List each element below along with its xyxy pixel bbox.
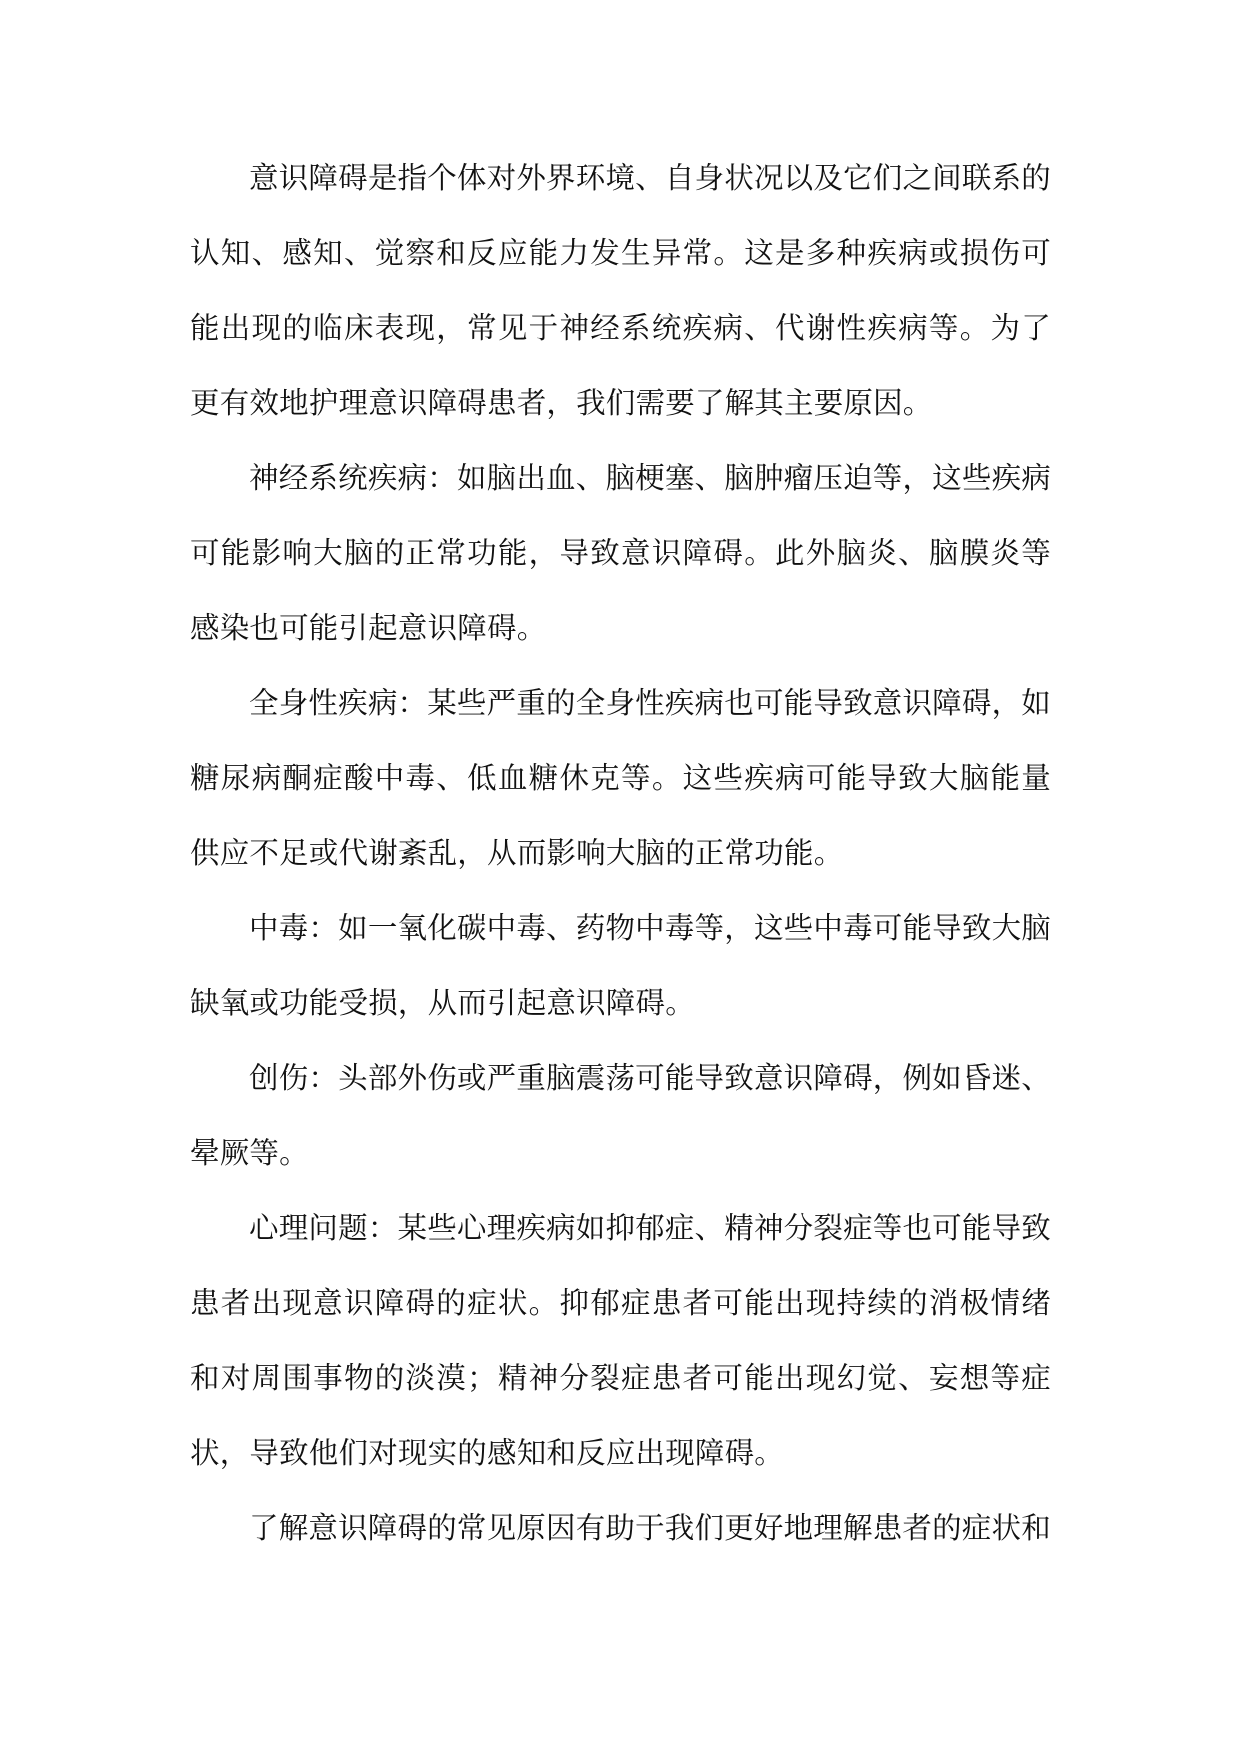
paragraph-intro: 意识障碍是指个体对外界环境、自身状况以及它们之间联系的认知、感知、觉察和反应能力发生异常。这是多种疾病或损伤可能出现的临床表现，常见于神经系统疾病、代谢性疾病等。为了更有效地护理意识障碍患者，我们需要了解其主要原因。 [190,161,1051,420]
paragraph-systemic-disease: 全身性疾病：某些严重的全身性疾病也可能导致意识障碍，如糖尿病酮症酸中毒、低血糖休克等。这些疾病可能导致大脑能量供应不足或代谢紊乱，从而影响大脑的正常功能。 [190,686,1051,870]
paragraph-nervous-system: 神经系统疾病：如脑出血、脑梗塞、脑肿瘤压迫等，这些疾病可能影响大脑的正常功能，导致意识障碍。此外脑炎、脑膜炎等感染也可能引起意识障碍。 [190,461,1051,645]
paragraph-trauma: 创伤：头部外伤或严重脑震荡可能导致意识障碍，例如昏迷、晕厥等。 [190,1061,1051,1170]
paragraph-poisoning: 中毒：如一氧化碳中毒、药物中毒等，这些中毒可能导致大脑缺氧或功能受损，从而引起意识障碍。 [190,911,1051,1020]
paragraph-psychological: 心理问题：某些心理疾病如抑郁症、精神分裂症等也可能导致患者出现意识障碍的症状。抑郁症患者可能出现持续的消极情绪和对周围事物的淡漠；精神分裂症患者可能出现幻觉、妄想等症状，导致他们对现实的感知和反应出现障碍。 [190,1211,1051,1470]
paragraph-conclusion: 了解意识障碍的常见原因有助于我们更好地理解患者的症状和 [249,1511,1051,1545]
